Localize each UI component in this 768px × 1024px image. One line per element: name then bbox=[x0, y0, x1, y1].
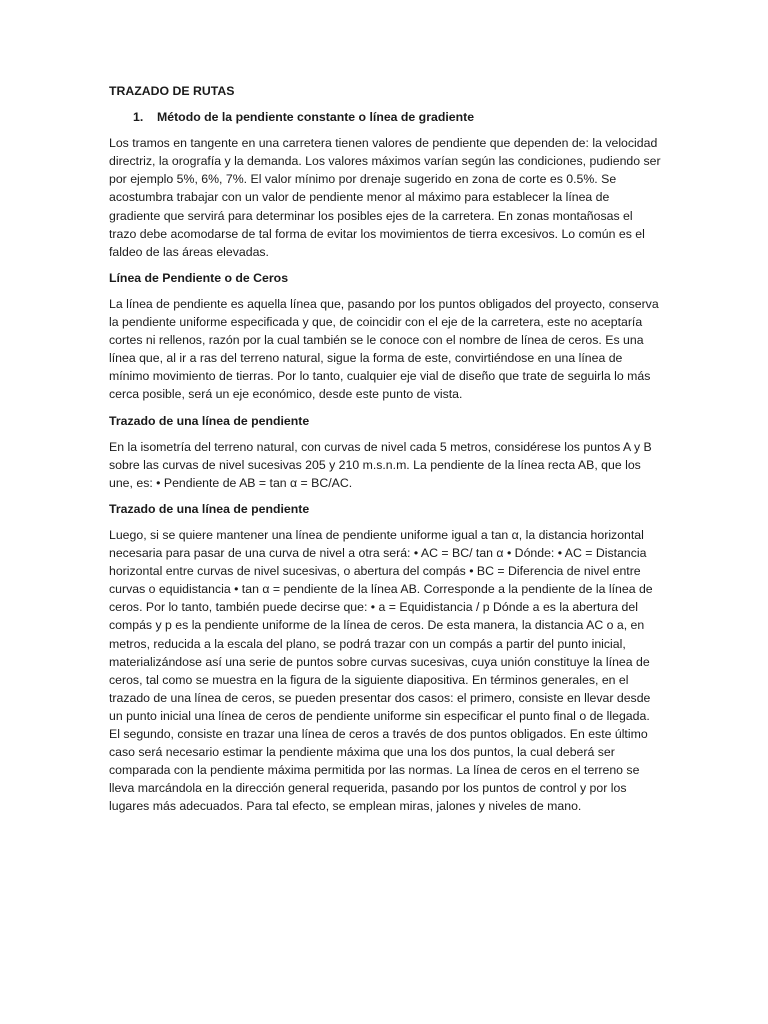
section-heading-linea-pendiente: Línea de Pendiente o de Ceros bbox=[109, 270, 289, 285]
list-item-number: 1. bbox=[133, 110, 144, 125]
section-heading-trazado-2: Trazado de una línea de pendiente bbox=[109, 501, 310, 516]
paragraph-intro: Los tramos en tangente en una carretera tienen valores de pendiente que dependen de: la velocidad directriz, la orografía y la demanda. Los valores máximos varían según las condiciones, pudiendo ser por ejemplo 5%, 6%, 7%. El valor mínimo por drenaje sugerido en zona de corte es 0.5%. Se acostumbra trabajar con un valor de pendiente menor al máximo para establecer la línea de gradiente que servirá para determinar los posibles ejes de la carretera. En zonas montañosas el trazo debe acomodarse de tal forma de evitar los movimientos de tierra excesivos. Lo común es el faldeo de las áreas elevadas. bbox=[109, 136, 661, 259]
paragraph-trazado-2: Luego, si se quiere mantener una línea de pendiente uniforme igual a tan α, la distancia horizontal necesaria para pasar de una curva de nivel a otra será: • AC = BC/ tan α • Dónde: • AC = Distancia horizontal entre curvas de nivel sucesivas, o abertura del compás • BC = Diferencia de nivel entre curvas o equidistancia • tan α = pendiente de la línea AB. Corresponde a la pendiente de la línea de ceros. Por lo tanto, también puede decirse que: • a = Equidistancia / p Dónde a es la abertura del compás y p es la pendiente uniforme de la línea de ceros. De esta manera, la distancia AC o a, en metros, reducida a la escala del plano, se podrá trazar con un compás a partir del punto inicial, materializándose así una serie de puntos sobre curvas sucesivas, cuya unión constituye la línea de ceros, tal como se muestra en la figura de la siguiente diapositiva. En términos generales, en el trazado de una línea de ceros, se pueden presentar dos casos: el primero, consiste en llevar desde un punto inicial una línea de ceros de pendiente uniforme sin especificar el punto final o de llegada. El segundo, consiste en trazar una línea de ceros a través de dos puntos obligados. En este último caso será necesario estimar la pendiente máxima que una los dos puntos, la cual deberá ser comparada con la pendiente máxima permitida por las normas. La línea de ceros en el terreno se lleva marcándola en la dirección general requerida, pasando por los puntos de control y por los lugares más adecuados. Para tal efecto, se emplean miras, jalones y niveles de mano. bbox=[109, 527, 653, 814]
document-title: TRAZADO DE RUTAS bbox=[109, 84, 235, 98]
list-item-text: Método de la pendiente constante o línea de gradiente bbox=[157, 110, 475, 125]
numbered-list-item bbox=[133, 108, 661, 126]
section-heading-trazado-1: Trazado de una línea de pendiente bbox=[109, 413, 310, 428]
paragraph-trazado-1: En la isometría del terreno natural, con curvas de nivel cada 5 metros, considérese los puntos A y B sobre las curvas de nivel sucesivas 205 y 210 m.s.n.m. La pendiente de la línea recta AB, que los une, es: • Pendiente de AB = tan α = BC/AC. bbox=[109, 439, 652, 490]
document-page bbox=[109, 82, 661, 823]
paragraph-linea-pendiente: La línea de pendiente es aquella línea que, pasando por los puntos obligados del proyecto, conserva la pendiente uniforme especificada y que, de coincidir con el eje de la carretera, este no aceptaría cortes ni rellenos, razón por la cual también se le conoce con el nombre de línea de ceros. Es una línea que, al ir a ras del terreno natural, sigue la forma de este, convirtiéndose en una línea de mínimo movimiento de tierras. Por lo tanto, cualquier eje vial de diseño que trate de seguirla lo más cerca posible, será un eje económico, desde este punto de vista. bbox=[109, 296, 659, 402]
